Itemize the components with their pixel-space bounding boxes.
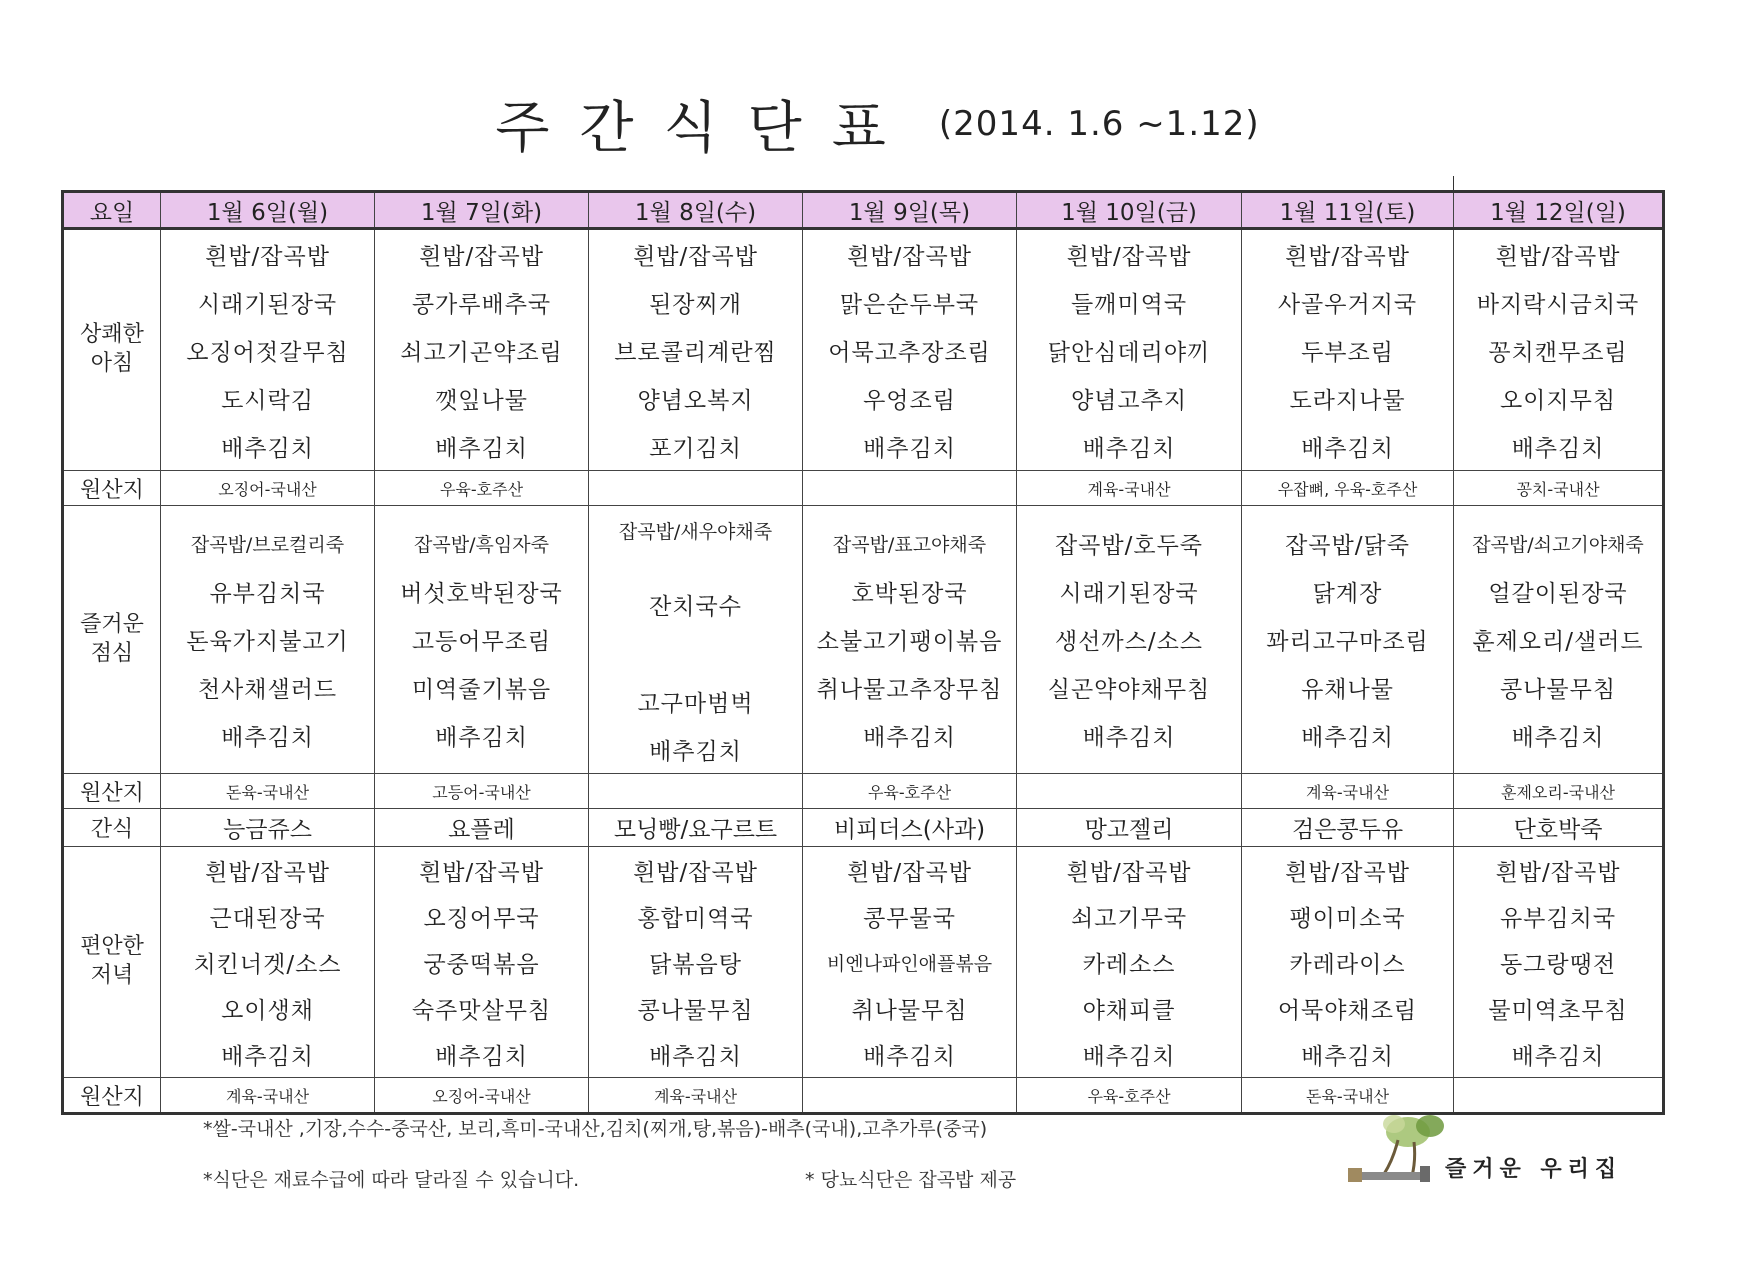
dish: 흰밥/잡곡밥 xyxy=(1495,859,1621,886)
origin-cell: 돈육-국내산 xyxy=(161,774,375,809)
note-origin: *쌀-국내산 ,기장,수수-중국산, 보리,흑미-국내산,김치(찌개,탕,볶음)-배추(국내),고추가루(중국) xyxy=(203,1118,988,1140)
origin-cell: 꽁치-국내산 xyxy=(1454,471,1664,506)
dish: 유채나물 xyxy=(1301,677,1394,703)
dish: 닭안심데리야끼 xyxy=(1047,339,1211,366)
dish: 배추김치 xyxy=(649,1043,742,1070)
dish: 비엔나파인애플볶음 xyxy=(826,952,993,975)
breakfast-cell-fri xyxy=(1017,229,1242,471)
dish: 맑은순두부국 xyxy=(839,291,980,318)
snack-cell: 망고젤리 xyxy=(1017,809,1242,847)
dish: 배추김치 xyxy=(1301,435,1394,462)
breakfast-cell-thu xyxy=(803,229,1017,471)
dinner-label xyxy=(63,847,161,1078)
dish: 바지락시금치국 xyxy=(1476,291,1640,318)
dish: 꽈리고구마조림 xyxy=(1266,629,1429,655)
lunch-label-text: 즐거운 점심 xyxy=(80,611,144,666)
margin-tick xyxy=(1453,176,1454,190)
dinner-cell-wed xyxy=(589,847,803,1078)
weekly-menu-table xyxy=(61,190,1665,1115)
dish: 배추김치 xyxy=(1511,1043,1605,1070)
dish: 소불고기팽이볶음 xyxy=(816,629,1003,655)
lunch-cell-sat xyxy=(1242,506,1454,774)
dish: 시래기된장국 xyxy=(1059,581,1199,607)
dish: 잡곡밥/쇠고기야채죽 xyxy=(1472,534,1644,556)
dish: 양념오복지 xyxy=(637,387,754,414)
dish: 콩가루배추국 xyxy=(411,291,552,318)
origin-label: 원산지 xyxy=(63,471,161,506)
dish: 흰밥/잡곡밥 xyxy=(419,859,544,886)
dish: 생선까스/소스 xyxy=(1054,629,1204,655)
dish: 양념고추지 xyxy=(1070,387,1188,414)
dish: 배추김치 xyxy=(1511,435,1605,462)
dish: 홍합미역국 xyxy=(637,905,754,932)
dish: 오이생채 xyxy=(221,997,314,1024)
snack-cell: 비피더스(사과) xyxy=(803,809,1017,847)
dish: 배추김치 xyxy=(435,435,528,462)
snack-cell: 검은콩두유 xyxy=(1242,809,1454,847)
origin-cell xyxy=(803,1078,1017,1114)
note-disclaimer: *식단은 재료수급에 따라 달라질 수 있습니다. xyxy=(203,1169,580,1191)
header-day: 1월 11일(토) xyxy=(1242,192,1454,229)
origin-label: 원산지 xyxy=(63,1078,161,1114)
dish: 물미역초무침 xyxy=(1488,997,1628,1024)
dish: 얼갈이된장국 xyxy=(1488,581,1628,607)
origin-cell: 계육-국내산 xyxy=(1242,774,1454,809)
dish: 어묵야채조림 xyxy=(1277,997,1418,1024)
dish: 카레소스 xyxy=(1082,951,1176,978)
dish: 들깨미역국 xyxy=(1070,291,1188,318)
dish: 배추김치 xyxy=(863,435,956,462)
dish: 흰밥/잡곡밥 xyxy=(1495,243,1621,270)
origin-cell xyxy=(1017,774,1242,809)
dish: 배추김치 xyxy=(1082,435,1176,462)
dish: 잡곡밥/새우야채죽 xyxy=(618,520,773,543)
dish: 닭볶음탕 xyxy=(649,951,742,978)
dish: 오이지무침 xyxy=(1499,387,1617,414)
origin-cell: 우잡뼈, 우육-호주산 xyxy=(1242,471,1454,506)
dish: 호박된장국 xyxy=(851,581,968,607)
origin-cell: 오징어-국내산 xyxy=(161,471,375,506)
snack-label: 간식 xyxy=(63,809,161,847)
lunch-cell-tue xyxy=(375,506,589,774)
breakfast-cell-sat xyxy=(1242,229,1454,471)
header-day: 1월 10일(금) xyxy=(1017,192,1242,229)
dish: 된장찌개 xyxy=(649,291,742,318)
dish: 미역줄기볶음 xyxy=(411,677,552,703)
dish: 배추김치 xyxy=(435,1043,528,1070)
dish: 고등어무조림 xyxy=(411,629,552,655)
dish: 흰밥/잡곡밥 xyxy=(633,243,758,270)
dish: 잡곡밥/브로컬리죽 xyxy=(190,534,345,556)
breakfast-origin-row xyxy=(63,471,1664,506)
dish: 배추김치 xyxy=(863,1043,956,1070)
origin-cell xyxy=(589,774,803,809)
dish: 잡곡밥/흑임자죽 xyxy=(414,534,549,556)
origin-cell: 오징어-국내산 xyxy=(375,1078,589,1114)
page-title: 주간식단표 xyxy=(495,96,916,161)
dish: 궁중떡볶음 xyxy=(423,951,540,978)
dish: 취나물무침 xyxy=(851,997,968,1024)
dish: 콩나물무침 xyxy=(1499,677,1617,703)
breakfast-cell-sun xyxy=(1454,229,1664,471)
dish: 버섯호박된장국 xyxy=(400,581,563,607)
dish: 배추김치 xyxy=(435,725,528,751)
dish: 어묵고추장조림 xyxy=(828,339,991,366)
lunch-cell-fri xyxy=(1017,506,1242,774)
breakfast-cell-mon xyxy=(161,229,375,471)
dish: 브로콜리계란찜 xyxy=(614,339,777,366)
dish: 취나물고추장무침 xyxy=(816,677,1003,703)
dish: 흰밥/잡곡밥 xyxy=(1066,859,1192,886)
dinner-cell-tue xyxy=(375,847,589,1078)
origin-cell: 계육-국내산 xyxy=(589,1078,803,1114)
dish: 배추김치 xyxy=(221,435,314,462)
dish: 콩나물무침 xyxy=(637,997,754,1024)
header-day: 1월 6일(월) xyxy=(161,192,375,229)
dish: 배추김치 xyxy=(649,738,742,765)
dish: 콩무물국 xyxy=(863,905,956,932)
dish: 흰밥/잡곡밥 xyxy=(1285,859,1410,886)
dish: 실곤약야채무침 xyxy=(1047,677,1211,703)
origin-label: 원산지 xyxy=(63,774,161,809)
title-block xyxy=(0,84,1755,164)
lunch-label xyxy=(63,506,161,774)
dinner-label-text: 편안한 저녁 xyxy=(80,934,144,988)
dish: 쇠고기무국 xyxy=(1070,905,1188,932)
dish: 카레라이스 xyxy=(1289,951,1406,978)
dish: 잡곡밥/닭죽 xyxy=(1285,533,1410,559)
origin-cell: 돈육-국내산 xyxy=(1242,1078,1454,1114)
header-day: 1월 9일(목) xyxy=(803,192,1017,229)
dish: 꽁치캔무조림 xyxy=(1488,339,1628,366)
dish: 깻잎나물 xyxy=(435,387,528,414)
header-day: 1월 12일(일) xyxy=(1454,192,1664,229)
dish: 흰밥/잡곡밥 xyxy=(633,859,758,886)
period: (2014. 1.6 ~1.12) xyxy=(938,104,1260,144)
dish: 도라지나물 xyxy=(1289,387,1406,414)
logo-text: 즐거운 우리집 xyxy=(1445,1157,1623,1182)
header-corner: 요일 xyxy=(63,192,161,229)
dish: 잔치국수 xyxy=(649,593,742,620)
dish: 배추김치 xyxy=(1301,725,1394,751)
dinner-cell-mon xyxy=(161,847,375,1078)
lunch-origin-row xyxy=(63,774,1664,809)
dish: 시래기된장국 xyxy=(197,291,338,318)
lunch-row xyxy=(63,506,1664,774)
dish: 유부김치국 xyxy=(209,581,326,607)
dish: 유부김치국 xyxy=(1499,905,1617,932)
origin-cell: 계육-국내산 xyxy=(161,1078,375,1114)
dish: 배추김치 xyxy=(863,725,956,751)
dish: 숙주맛살무침 xyxy=(411,997,552,1024)
origin-cell: 고등어-국내산 xyxy=(375,774,589,809)
dish: 도시락김 xyxy=(221,387,314,414)
dish: 우엉조림 xyxy=(863,387,956,414)
dish: 쇠고기곤약조림 xyxy=(400,339,563,366)
snack-row xyxy=(63,809,1664,847)
lunch-cell-thu xyxy=(803,506,1017,774)
header-row xyxy=(63,192,1664,229)
dish: 오징어젓갈무침 xyxy=(186,339,349,366)
dish: 고구마범벅 xyxy=(637,690,754,717)
breakfast-label-text: 상쾌한 아침 xyxy=(80,322,144,376)
header-day: 1월 8일(수) xyxy=(589,192,803,229)
dish: 포기김치 xyxy=(649,435,742,462)
dish: 흰밥/잡곡밥 xyxy=(847,859,972,886)
snack-cell: 단호박죽 xyxy=(1454,809,1664,847)
dish: 흰밥/잡곡밥 xyxy=(205,243,330,270)
dish: 사골우거지국 xyxy=(1277,291,1418,318)
lunch-cell-sun xyxy=(1454,506,1664,774)
breakfast-row xyxy=(63,229,1664,471)
dish: 배추김치 xyxy=(1511,725,1605,751)
origin-cell: 계육-국내산 xyxy=(1017,471,1242,506)
dish: 배추김치 xyxy=(221,725,314,751)
breakfast-label xyxy=(63,229,161,471)
dish: 훈제오리/샐러드 xyxy=(1472,629,1644,655)
dinner-cell-sat xyxy=(1242,847,1454,1078)
dish: 야채피클 xyxy=(1082,997,1176,1024)
origin-cell xyxy=(589,471,803,506)
dish: 배추김치 xyxy=(1082,725,1176,751)
dish: 치킨너겟/소스 xyxy=(193,951,342,978)
dish: 잡곡밥/호두죽 xyxy=(1054,533,1204,559)
dish: 오징어무국 xyxy=(423,905,540,932)
header-day: 1월 7일(화) xyxy=(375,192,589,229)
dish: 잡곡밥/표고야채죽 xyxy=(832,534,987,556)
origin-cell: 훈제오리-국내산 xyxy=(1454,774,1664,809)
snack-cell: 능금쥬스 xyxy=(161,809,375,847)
dinner-cell-sun xyxy=(1454,847,1664,1078)
snack-cell: 요플레 xyxy=(375,809,589,847)
origin-cell xyxy=(803,471,1017,506)
note-diabetic: * 당뇨식단은 잡곡밥 제공 xyxy=(805,1169,1017,1191)
origin-cell: 우육-호주산 xyxy=(1017,1078,1242,1114)
origin-cell: 우육-호주산 xyxy=(375,471,589,506)
origin-cell: 우육-호주산 xyxy=(803,774,1017,809)
dish: 흰밥/잡곡밥 xyxy=(1285,243,1410,270)
lunch-cell-mon xyxy=(161,506,375,774)
dish: 배추김치 xyxy=(1301,1043,1394,1070)
dish: 닭계장 xyxy=(1312,581,1383,607)
dish: 흰밥/잡곡밥 xyxy=(419,243,544,270)
breakfast-cell-wed xyxy=(589,229,803,471)
dinner-origin-row xyxy=(63,1078,1664,1114)
dish: 배추김치 xyxy=(221,1043,314,1070)
dish: 두부조림 xyxy=(1301,339,1394,366)
dish: 돈육가지불고기 xyxy=(186,629,349,655)
lunch-cell-wed xyxy=(589,506,803,774)
dinner-cell-fri xyxy=(1017,847,1242,1078)
dish: 천사채샐러드 xyxy=(197,677,338,703)
dish: 동그랑땡전 xyxy=(1499,951,1617,978)
dish: 팽이미소국 xyxy=(1289,905,1406,932)
dish: 근대된장국 xyxy=(209,905,326,932)
dinner-cell-thu xyxy=(803,847,1017,1078)
dish: 흰밥/잡곡밥 xyxy=(205,859,330,886)
breakfast-cell-tue xyxy=(375,229,589,471)
dinner-row xyxy=(63,847,1664,1078)
origin-cell xyxy=(1454,1078,1664,1114)
dish: 흰밥/잡곡밥 xyxy=(847,243,972,270)
snack-cell: 모닝빵/요구르트 xyxy=(589,809,803,847)
dish: 흰밥/잡곡밥 xyxy=(1066,243,1192,270)
dish: 배추김치 xyxy=(1082,1043,1176,1070)
